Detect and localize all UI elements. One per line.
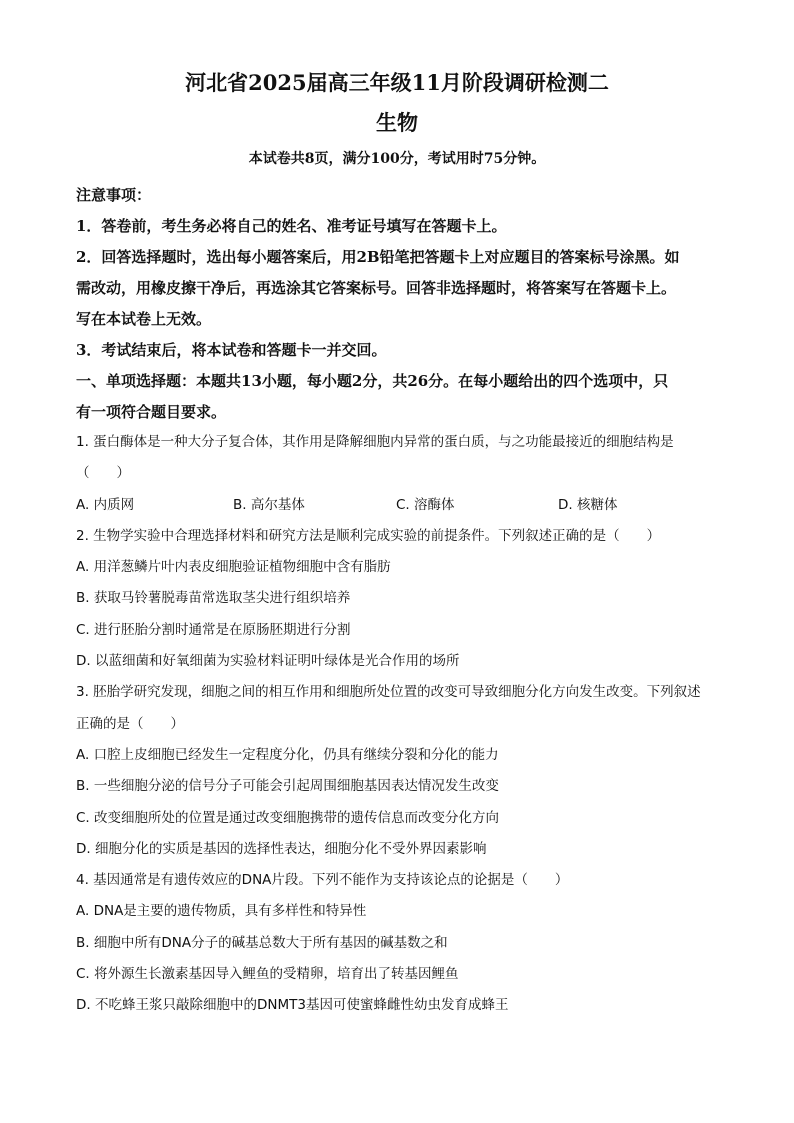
notes-item-2-line-2: 需改动，用橡皮擦干净后，再选涂其它答案标号。回答非选择题时，将答案写在答题卡上。 — [76, 279, 677, 297]
q3-stem-line-1: 3. 胚胎学研究发现，细胞之间的相互作用和细胞所处位置的改变可导致细胞分化方向发生改变。下列叙述 — [76, 684, 701, 701]
q1-option-c: C. 溶酶体 — [396, 496, 455, 513]
q4-option-b: B. 细胞中所有DNA分子的碱基总数大于所有基因的碱基数之和 — [76, 934, 448, 951]
questions-list — [76, 427, 726, 1022]
q3-stem-line-2: 正确的是（ ） — [76, 715, 184, 732]
exam-title: 河北省2025届高三年级11月阶段调研检测二 — [185, 70, 609, 95]
q4-option-d: D. 不吃蜂王浆只敲除细胞中的DNMT3基因可使蜜蜂雌性幼虫发育成蜂王 — [76, 997, 509, 1014]
section-1-heading-line-2: 有一项符合题目要求。 — [76, 403, 227, 421]
q1-stem-line-1: 1. 蛋白酶体是一种大分子复合体，其作用是降解细胞内异常的蛋白质，与之功能最接近的细胞结构是 — [76, 434, 674, 450]
q3-option-a: A. 口腔上皮细胞已经发生一定程度分化，仍具有继续分裂和分化的能力 — [76, 746, 499, 763]
notes-heading: 注意事项： — [76, 186, 152, 204]
notes-section — [76, 180, 726, 428]
q1-option-b: B. 高尔基体 — [233, 496, 305, 513]
q2-stem: 2. 生物学实验中合理选择材料和研究方法是顺利完成实验的前提条件。下列叙述正确的是（ ） — [76, 527, 661, 544]
q4-stem: 4. 基因通常是有遗传效应的DNA片段。下列不能作为支持该论点的论据是（ ） — [76, 872, 569, 889]
section-1-heading-line-1: 一、单项选择题：本题共13小题，每小题2分，共26分。在每小题给出的四个选项中，只 — [76, 372, 669, 390]
q2-option-c: C. 进行胚胎分割时通常是在原肠胚期进行分割 — [76, 621, 351, 638]
q3-option-b: B. 一些细胞分泌的信号分子可能会引起周围细胞基因表达情况发生改变 — [76, 778, 499, 795]
q4-option-a: A. DNA是主要的遗传物质，具有多样性和特异性 — [76, 903, 367, 920]
q1-stem-line-2: （ ） — [76, 465, 130, 482]
notes-item-2-line-3: 写在本试卷上无效。 — [76, 310, 212, 328]
q1-option-a: A. 内质网 — [76, 496, 135, 513]
q3-option-d: D. 细胞分化的实质是基因的选择性表达，细胞分化不受外界因素影响 — [76, 840, 487, 857]
q1-option-d: D. 核糖体 — [558, 496, 618, 513]
q2-option-b: B. 获取马铃薯脱毒苗常选取茎尖进行组织培养 — [76, 590, 351, 607]
notes-item-1: 1．答卷前，考生务必将自己的姓名、准考证号填写在答题卡上。 — [76, 217, 507, 235]
q3-option-c: C. 改变细胞所处的位置是通过改变细胞携带的遗传信息而改变分化方向 — [76, 809, 500, 826]
q1-options — [76, 490, 726, 521]
notes-item-2-line-1: 2．回答选择题时，选出每小题答案后，用2B铅笔把答题卡上对应题目的答案标号涂黑。如 — [76, 248, 680, 266]
notes-item-3: 3．考试结束后，将本试卷和答题卡一并交回。 — [76, 341, 387, 359]
q2-option-a: A. 用洋葱鳞片叶内表皮细胞验证植物细胞中含有脂肪 — [76, 559, 391, 576]
exam-subject: 生物 — [376, 110, 418, 135]
q2-option-d: D. 以蓝细菌和好氧细菌为实验材料证明叶绿体是光合作用的场所 — [76, 653, 460, 670]
exam-info: 本试卷共8页，满分100分，考试用时75分钟。 — [248, 151, 546, 167]
q4-option-c: C. 将外源生长激素基因导入鲤鱼的受精卵，培育出了转基因鲤鱼 — [76, 966, 459, 983]
